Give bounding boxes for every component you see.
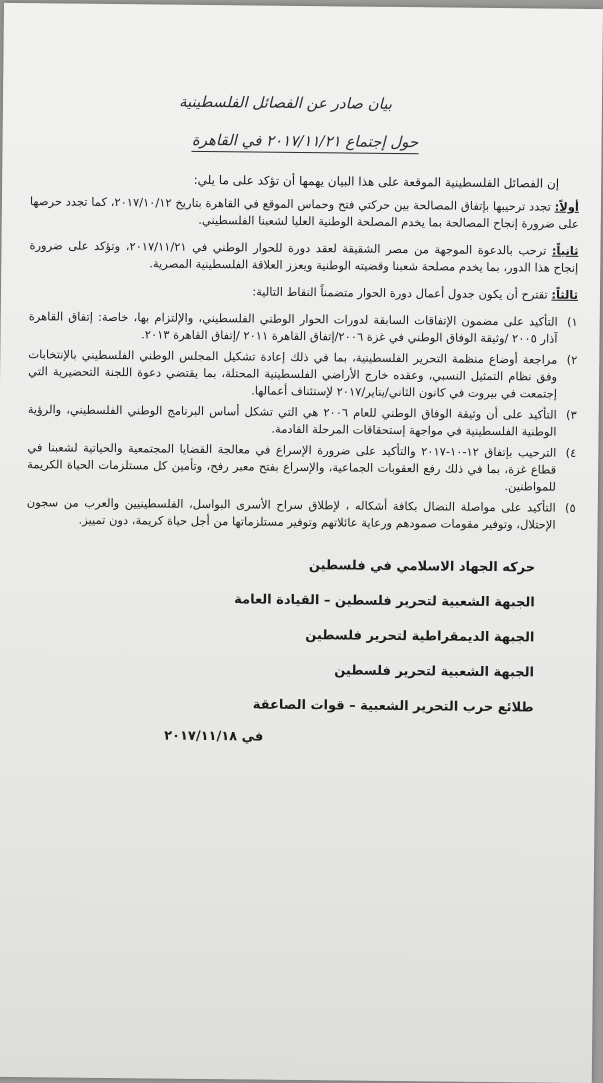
signatory: طلائع حرب التحرير الشعبية – قوات الصاعقة <box>252 697 534 716</box>
document-date: في ٢٠١٧/١١/١٨ <box>164 728 264 745</box>
agenda-point-text: الترحيب بإتفاق ١٢-١٠-٢٠١٧ والتأكيد على ضرورة الإسراع في معالجة القضايا المجتمعية والحياتية لشعبنا في قطاع غزة، بما في ذلك رفع العقوبات الجماعية، والإسراع بفتح معبر رفح، وتأمين كل مستلزمات الحياة الكريمة للمواطنين. <box>27 440 557 494</box>
paragraph-second-label: ثانياً: <box>551 243 579 258</box>
signatory: الجبهة الشعبية لتحرير فلسطين <box>334 663 535 681</box>
paragraph-second-text: ترحب بالدعوة الموجهة من مصر الشقيقة لعقد دورة للحوار الوطني في ٢٠١٧/١١/٢١، وتؤكد على ضرورة إنجاح هذا الدور، بما يخدم مصلحة شعبنا وقضيته الوطنية ويعزز العلاقة الفلسطينية المصرية. <box>29 238 579 275</box>
agenda-point-text: التأكيد على مضمون الإتفاقات السابقة لدورات الحوار الوطني الفلسطيني، والإلتزام بها، خاصة: إتفاق القاهرة آذار ٢٠٠٥ /وثيقة الوفاق الوطني في غزة ٢٠٠٦/إتفاق القاهرة ٢٠١١ /إتفاق القاهرة ٢٠١٣. <box>28 309 558 346</box>
signatory: حركه الجهاد الاسلامي في فلسطين <box>308 558 536 576</box>
agenda-point-text: التأكيد على مواصلة النضال بكافة أشكاله ، لإطلاق سراح الأسرى البواسل، الفلسطينيين والعرب من سجون الإحتلال، وتوفير مقومات صمودهم ورعاية عائلاتهم وتوفير مستلزماتها من أجل حياة كريمة، دون تمييز. <box>26 495 556 532</box>
agenda-points <box>27 308 578 534</box>
agenda-point <box>27 439 577 496</box>
agenda-point <box>28 346 578 403</box>
statement-document <box>24 91 580 748</box>
signatory: الجبهة الشعبية لتحرير فلسطين – القيادة العامة <box>234 592 535 611</box>
agenda-point <box>27 401 576 441</box>
agenda-point <box>28 308 577 348</box>
paragraph-second <box>29 237 578 277</box>
paragraph-first <box>30 193 579 233</box>
paragraph-first-label: أولاً: <box>554 199 579 214</box>
document-subtitle-text: حول إجتماع ٢٠١٧/١١/٢١ في القاهرة <box>192 131 419 154</box>
agenda-point-number: ٢) <box>566 352 578 367</box>
agenda-point <box>27 494 576 534</box>
paragraph-first-text: تجدد ترحيبها بإتفاق المصالحة بين حركتي فتح وحماس الموقع في القاهرة بتاريخ ٢٠١٧/١٠/١٢، كما تجدد حرصها على ضرورة إنجاح المصالحة بما يخدم المصلحة الوطنية العليا لشعبنا الفلسطيني. <box>29 194 579 231</box>
signatories <box>24 554 575 748</box>
paragraph-third-text: تقترح أن يكون جدول أعمال دورة الحوار متضمناً النقاط التالية: <box>252 284 552 302</box>
paper-sheet <box>0 3 603 1083</box>
agenda-point-number: ١) <box>566 314 578 329</box>
agenda-point-text: التأكيد على أن وثيقة الوفاق الوطني للعام ٢٠٠٦ هي التي تشكل أساس البرنامج الوطني الفلسطيني، والرؤية الوطنية الفلسطينية في مواجهة إستحقاقات المرحلة القادمة. <box>27 402 557 439</box>
paragraph-third-label: ثالثاً: <box>551 287 579 302</box>
paragraph-third <box>29 281 578 304</box>
signatory: الجبهة الديمقراطية لتحرير فلسطين <box>305 628 535 646</box>
agenda-point-number: ٣) <box>565 407 577 422</box>
document-subtitle <box>31 129 580 153</box>
intro-paragraph: إن الفصائل الفلسطينية الموقعة على هذا البيان يهمها أن تؤكد على ما يلي: <box>193 172 560 191</box>
agenda-point-text: مراجعة أوضاع منظمة التحرير الفلسطينية، بما في ذلك إعادة تشكيل المجلس الوطني الفلسطيني بالإنتخابات وفق نظام التمثيل النسبي، وعقده خارج الأراضي الفلسطينية المحتلة، بما يقتضي دعوة اللجنة التحضيرية التي إجتمعت في بيروت في كانون الثاني/يناير/٢٠١٧ لإستئناف أعمالها. <box>28 347 558 401</box>
document-title: بيان صادر عن الفصائل الفلسطينية <box>178 92 393 113</box>
agenda-point-number: ٥) <box>564 500 576 515</box>
agenda-point-number: ٤) <box>565 445 577 460</box>
